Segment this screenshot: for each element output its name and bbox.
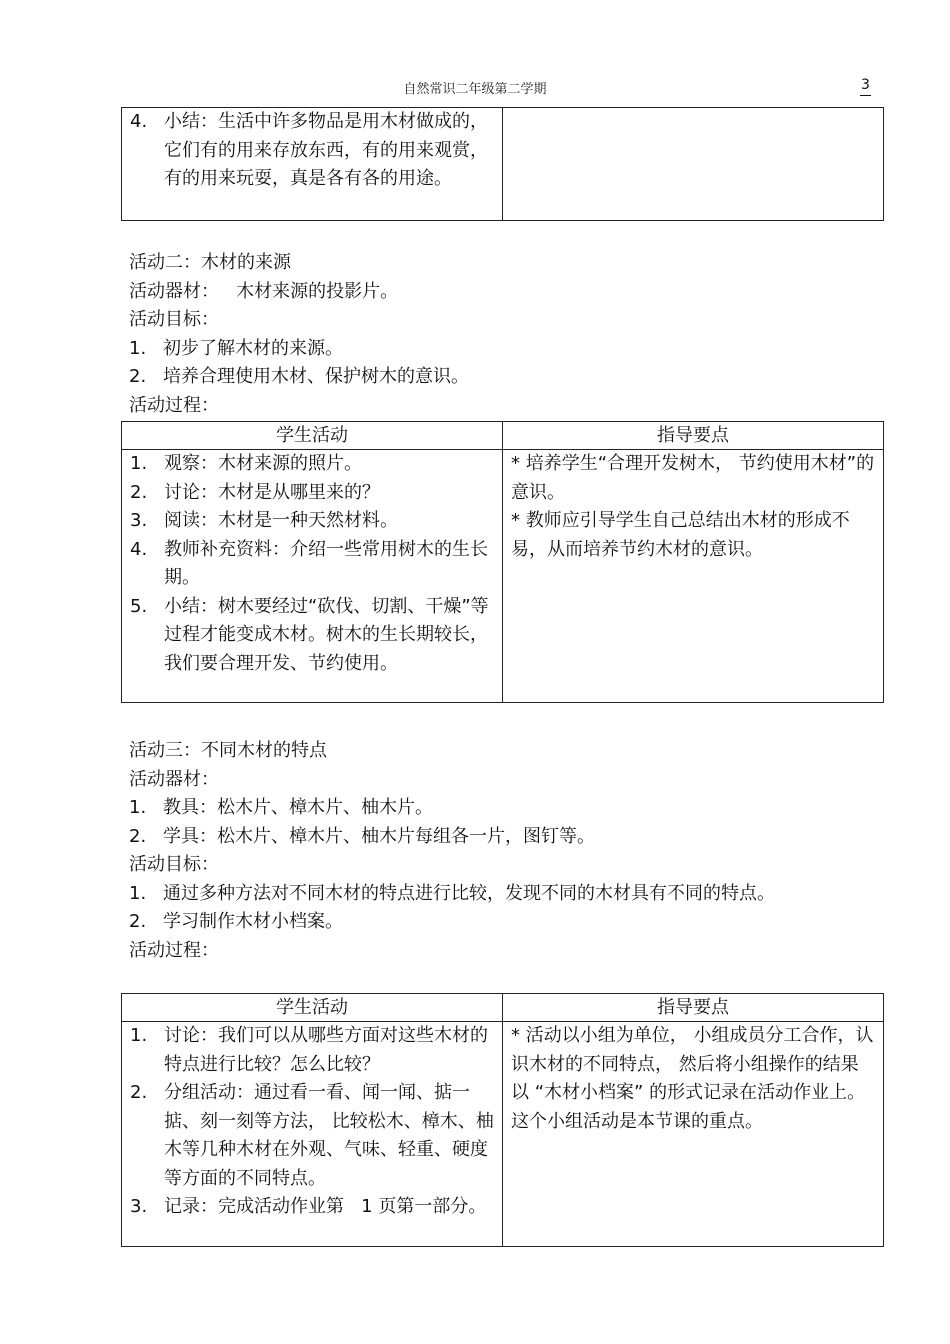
list-item-number: 1. (129, 882, 147, 904)
activity2-header-student: 学生活动 (122, 422, 503, 450)
activity2-goals-label: 活动目标： (129, 309, 219, 330)
list-item-number: 2. (130, 1082, 148, 1103)
activity3-table (121, 993, 884, 1247)
page-number: 3 (860, 76, 871, 96)
page-header-title: 自然常识二年级第二学期 (403, 82, 547, 97)
list-item-number: 3. (130, 1196, 148, 1217)
list-item (130, 507, 494, 536)
activity3-header-guidance: 指导要点 (503, 994, 884, 1022)
continuation-guidance-cell (503, 108, 884, 221)
activity2-equipment: 活动器材： 木材来源的投影片。 (129, 280, 399, 302)
list-item (129, 794, 849, 823)
activity3-equipment-label: 活动器材： (129, 768, 219, 790)
activity3-header-student: 学生活动 (122, 994, 503, 1022)
activity2-intro (129, 249, 849, 420)
list-item-number: 4. (130, 111, 148, 132)
activity2-student-list (130, 450, 494, 678)
guidance-note: * 教师应引导学生自己总结出木材的形成不易，从而培养节约木材的意识。 (511, 510, 850, 560)
list-item-number: 1. (129, 337, 147, 359)
list-item-text: 观察：木材来源的照片。 (164, 453, 362, 474)
list-item-text: 学习制作木材小档案。 (163, 911, 343, 932)
list-item (130, 1022, 494, 1079)
list-item (129, 880, 819, 909)
list-item-text: 教师补充资料：介绍一些常用树木的生长期。 (164, 538, 488, 588)
list-item (129, 335, 849, 364)
list-item (130, 1193, 494, 1222)
continuation-list (130, 108, 494, 194)
list-item-number: 1. (129, 797, 147, 818)
activity2-student-cell (122, 450, 503, 703)
list-item-text: 记录：完成活动作业第 1 页第一部分。 (164, 1196, 487, 1217)
guidance-note: * 培养学生“合理开发树木， 节约使用木材”的意识。 (511, 453, 875, 503)
continuation-student-cell (122, 108, 503, 221)
activity3-student-cell (122, 1022, 503, 1247)
list-item-text: 阅读：木材是一种天然材料。 (164, 510, 398, 531)
list-item (130, 593, 494, 679)
list-item-text: 初步了解木材的来源。 (163, 337, 343, 359)
list-item-text: 分组活动：通过看一看、闻一闻、掂一掂、刻一刻等方法， 比较松木、樟木、柚木等几种木材在外观、气味、轻重、硬度等方面的不同特点。 (164, 1082, 494, 1189)
activity2-table (121, 421, 884, 703)
list-item-number: 2. (130, 481, 148, 503)
list-item-text: 学具：松木片、樟木片、柚木片每组各一片，图钉等。 (163, 825, 595, 847)
activity3-goals-label: 活动目标： (129, 854, 219, 875)
list-item-number: 1. (130, 453, 148, 474)
list-item-number: 2. (129, 911, 147, 932)
activity3-intro (129, 737, 849, 965)
activity3-title: 活动三：不同木材的特点 (129, 740, 327, 761)
list-item-number: 1. (130, 1025, 148, 1046)
list-item-number: 2. (129, 366, 147, 387)
list-item (130, 536, 494, 593)
guidance-note: * 活动以小组为单位， 小组成员分工合作，认识木材的不同特点， 然后将小组操作的结果以 “木材小档案” 的形式记录在活动作业上。这个小组活动是本节课的重点。 (511, 1025, 874, 1132)
activity3-process-label: 活动过程： (129, 939, 219, 961)
list-item (130, 108, 494, 194)
list-item-text: 通过多种方法对不同木材的特点进行比较，发现不同的木材具有不同的特点。 (163, 882, 775, 904)
list-item (129, 363, 849, 392)
activity2-process-label: 活动过程： (129, 394, 219, 416)
list-item-number: 2. (129, 825, 147, 847)
list-item-number: 4. (130, 538, 148, 560)
activity2-header-guidance: 指导要点 (503, 422, 884, 450)
list-item-text: 小结：树木要经过“砍伐、切割、干燥”等过程才能变成木材。树木的生长期较长，我们要合理开发、节约使用。 (164, 595, 489, 674)
list-item (130, 450, 494, 479)
list-item (130, 479, 494, 508)
list-item-text: 小结：生活中许多物品是用木材做成的，它们有的用来存放东西，有的用来观赏，有的用来玩耍，真是各有各的用途。 (164, 111, 488, 189)
list-item-text: 教具：松木片、樟木片、柚木片。 (163, 797, 433, 818)
activity2-guidance-cell (503, 450, 884, 703)
list-item-text: 培养合理使用木材、保护树木的意识。 (163, 366, 469, 387)
list-item (130, 1079, 494, 1193)
list-item-number: 5. (130, 595, 148, 617)
list-item-text: 讨论：我们可以从哪些方面对这些木材的特点进行比较？怎么比较？ (164, 1025, 488, 1075)
activity3-student-list (130, 1022, 494, 1222)
list-item-number: 3. (130, 510, 148, 531)
list-item (129, 823, 849, 852)
continuation-table (121, 107, 884, 221)
activity2-title: 活动二：木材的来源 (129, 252, 291, 273)
list-item-text: 讨论：木材是从哪里来的？ (164, 481, 380, 503)
activity3-guidance-cell (503, 1022, 884, 1247)
list-item (129, 908, 849, 937)
